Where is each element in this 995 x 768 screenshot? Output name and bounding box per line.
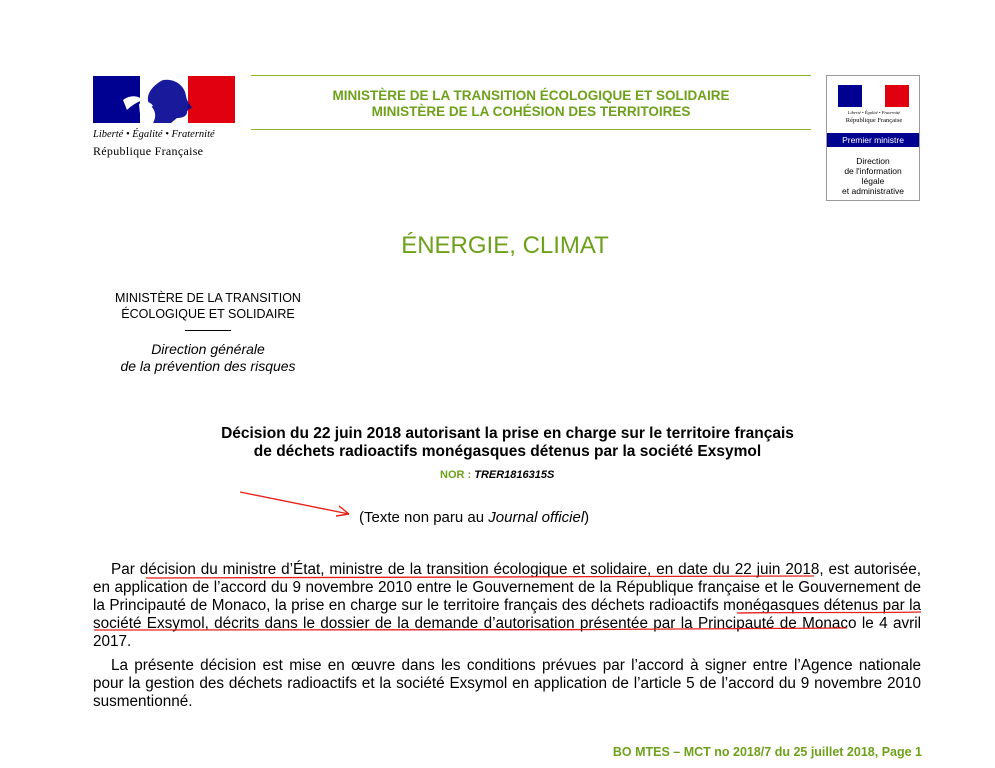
p1-part-e: , décrits dans le dossier de la demande d’autorisation présentée par la Principauté de Monaco le 4 avril 2017. (93, 615, 921, 650)
p1-part-c: en date du 22 juin 2018, est autorisée, en application de l’accord du 9 novembre 2010 entre le Gouvernement de la République française et le Gouvernement de la Principauté de Monaco, (93, 561, 921, 614)
dila-line-3: légale (861, 176, 885, 186)
issuer-separator (185, 330, 231, 331)
page-footer: BO MTES – MCT no 2018/7 du 25 juillet 2018, Page 1 (612, 745, 922, 759)
decision-title-line-2: de déchets radioactifs monégasques détenus par la société Exsymol (253, 443, 762, 460)
header-ministry-1: MINISTÈRE DE LA TRANSITION ÉCOLOGIQUE ET SOLIDAIRE (332, 88, 730, 103)
issuer-direction-line-1: Direction générale (151, 341, 265, 357)
red-arrow-annotation (238, 488, 354, 520)
note-suffix: ) (584, 509, 590, 526)
dila-line-2: de l'information (844, 166, 902, 176)
note-prefix: (Texte non paru au (359, 509, 489, 526)
flag-icon (93, 76, 235, 123)
nor-reference (440, 469, 554, 481)
body-paragraph-2: La présente décision est mise en œuvre dans les conditions prévues par l’accord à signer entre l’Agence nationale pour la gestion des déchets radioactifs et la société Exsymol en application de l’article 5 de l’accord du 9 novembre 2010 susmentionné. (93, 657, 921, 710)
mini-motto: Liberté • Égalité • Fraternité (847, 110, 901, 115)
mini-flag-icon (838, 85, 909, 107)
dila-line-1: Direction (856, 156, 890, 166)
premier-ministre-band: Premier ministre (827, 133, 919, 147)
note-journal: Journal officiel (488, 509, 585, 526)
nor-label: NOR : (440, 469, 472, 481)
mini-republic-name: République Française (845, 117, 903, 124)
issuer-block (93, 290, 323, 375)
dila-label (827, 156, 919, 196)
premier-ministre-dila-logo (826, 75, 920, 201)
header-ministries (251, 88, 811, 120)
header-ministry-2: MINISTÈRE DE LA COHÉSION DES TERRITOIRES (371, 104, 691, 119)
motto: Liberté • Égalité • Fraternité (93, 129, 215, 140)
dila-line-4: et administrative (842, 186, 904, 196)
p1-part-a: Par (111, 561, 140, 578)
publication-note (359, 509, 589, 526)
p1-part-b: décision du ministre d’État, ministre de la transition écologique et solidaire, (139, 561, 652, 578)
header-bottom-rule (251, 129, 811, 130)
decision-title (150, 425, 865, 461)
marianne-profile-icon (93, 76, 235, 123)
header-top-rule (251, 75, 811, 76)
decision-title-line-1: Décision du 22 juin 2018 autorisant la prise en charge sur le territoire français (221, 425, 794, 442)
issuer-ministry-line-2: ÉCOLOGIQUE ET SOLIDAIRE (121, 307, 295, 321)
p1-part-d: la prise en charge sur le territoire français des déchets radioactifs monégasques détenus par la société Exsymol (93, 597, 922, 632)
section-title: ÉNERGIE, CLIMAT (401, 232, 609, 259)
issuer-ministry-line-1: MINISTÈRE DE LA TRANSITION (115, 291, 301, 305)
nor-value: TRER1816315S (474, 469, 555, 481)
body-paragraph-1 (93, 561, 921, 651)
republique-francaise-logo (93, 76, 236, 159)
issuer-direction-line-2: de la prévention des risques (120, 358, 296, 374)
republic-name: République Française (93, 144, 204, 158)
